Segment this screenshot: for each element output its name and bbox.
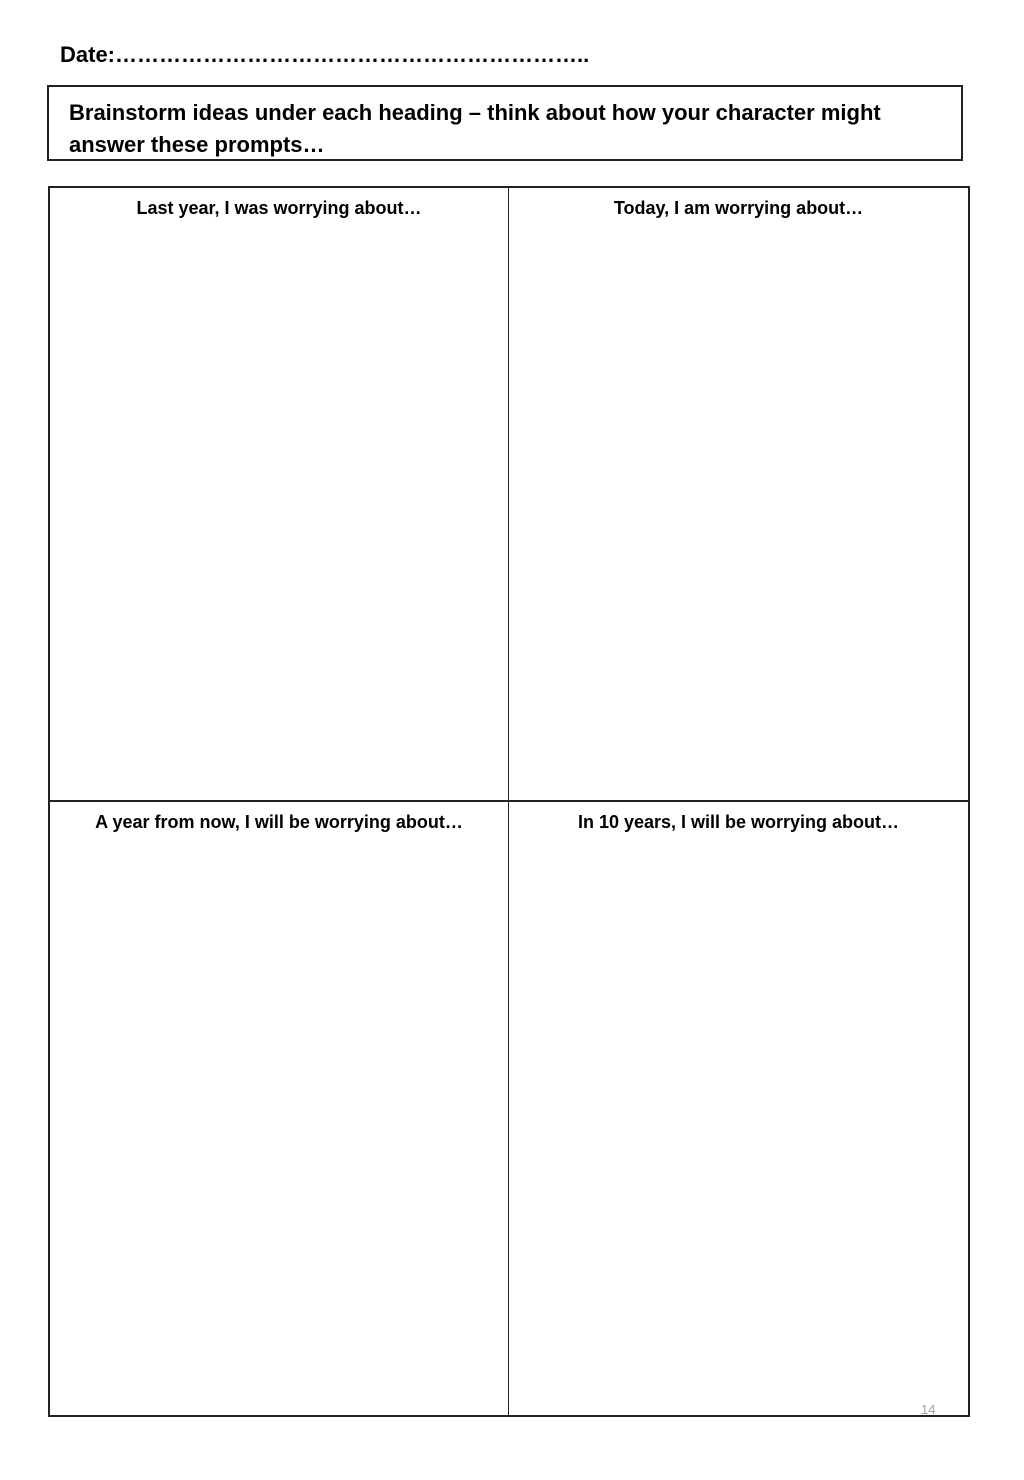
prompt-heading: A year from now, I will be worrying about… — [95, 811, 463, 832]
prompt-cell-today[interactable] — [509, 188, 968, 802]
prompt-heading: Last year, I was worrying about… — [136, 198, 422, 218]
prompt-cell-ten-years[interactable] — [509, 802, 968, 1416]
prompt-heading: In 10 years, I will be worrying about… — [577, 811, 900, 832]
prompt-heading: Today, I am worrying about… — [613, 198, 864, 218]
page-number: 14 — [921, 1402, 936, 1417]
instruction-box — [47, 85, 963, 161]
prompt-cell-last-year[interactable] — [50, 188, 509, 802]
date-field-label: Date:……………………………………………………….. — [60, 42, 590, 67]
prompt-cell-year-from-now[interactable] — [50, 802, 509, 1416]
instruction-text: Brainstorm ideas under each heading – think about how your character might answer these prompts… — [69, 100, 881, 157]
brainstorm-grid — [48, 186, 970, 1417]
